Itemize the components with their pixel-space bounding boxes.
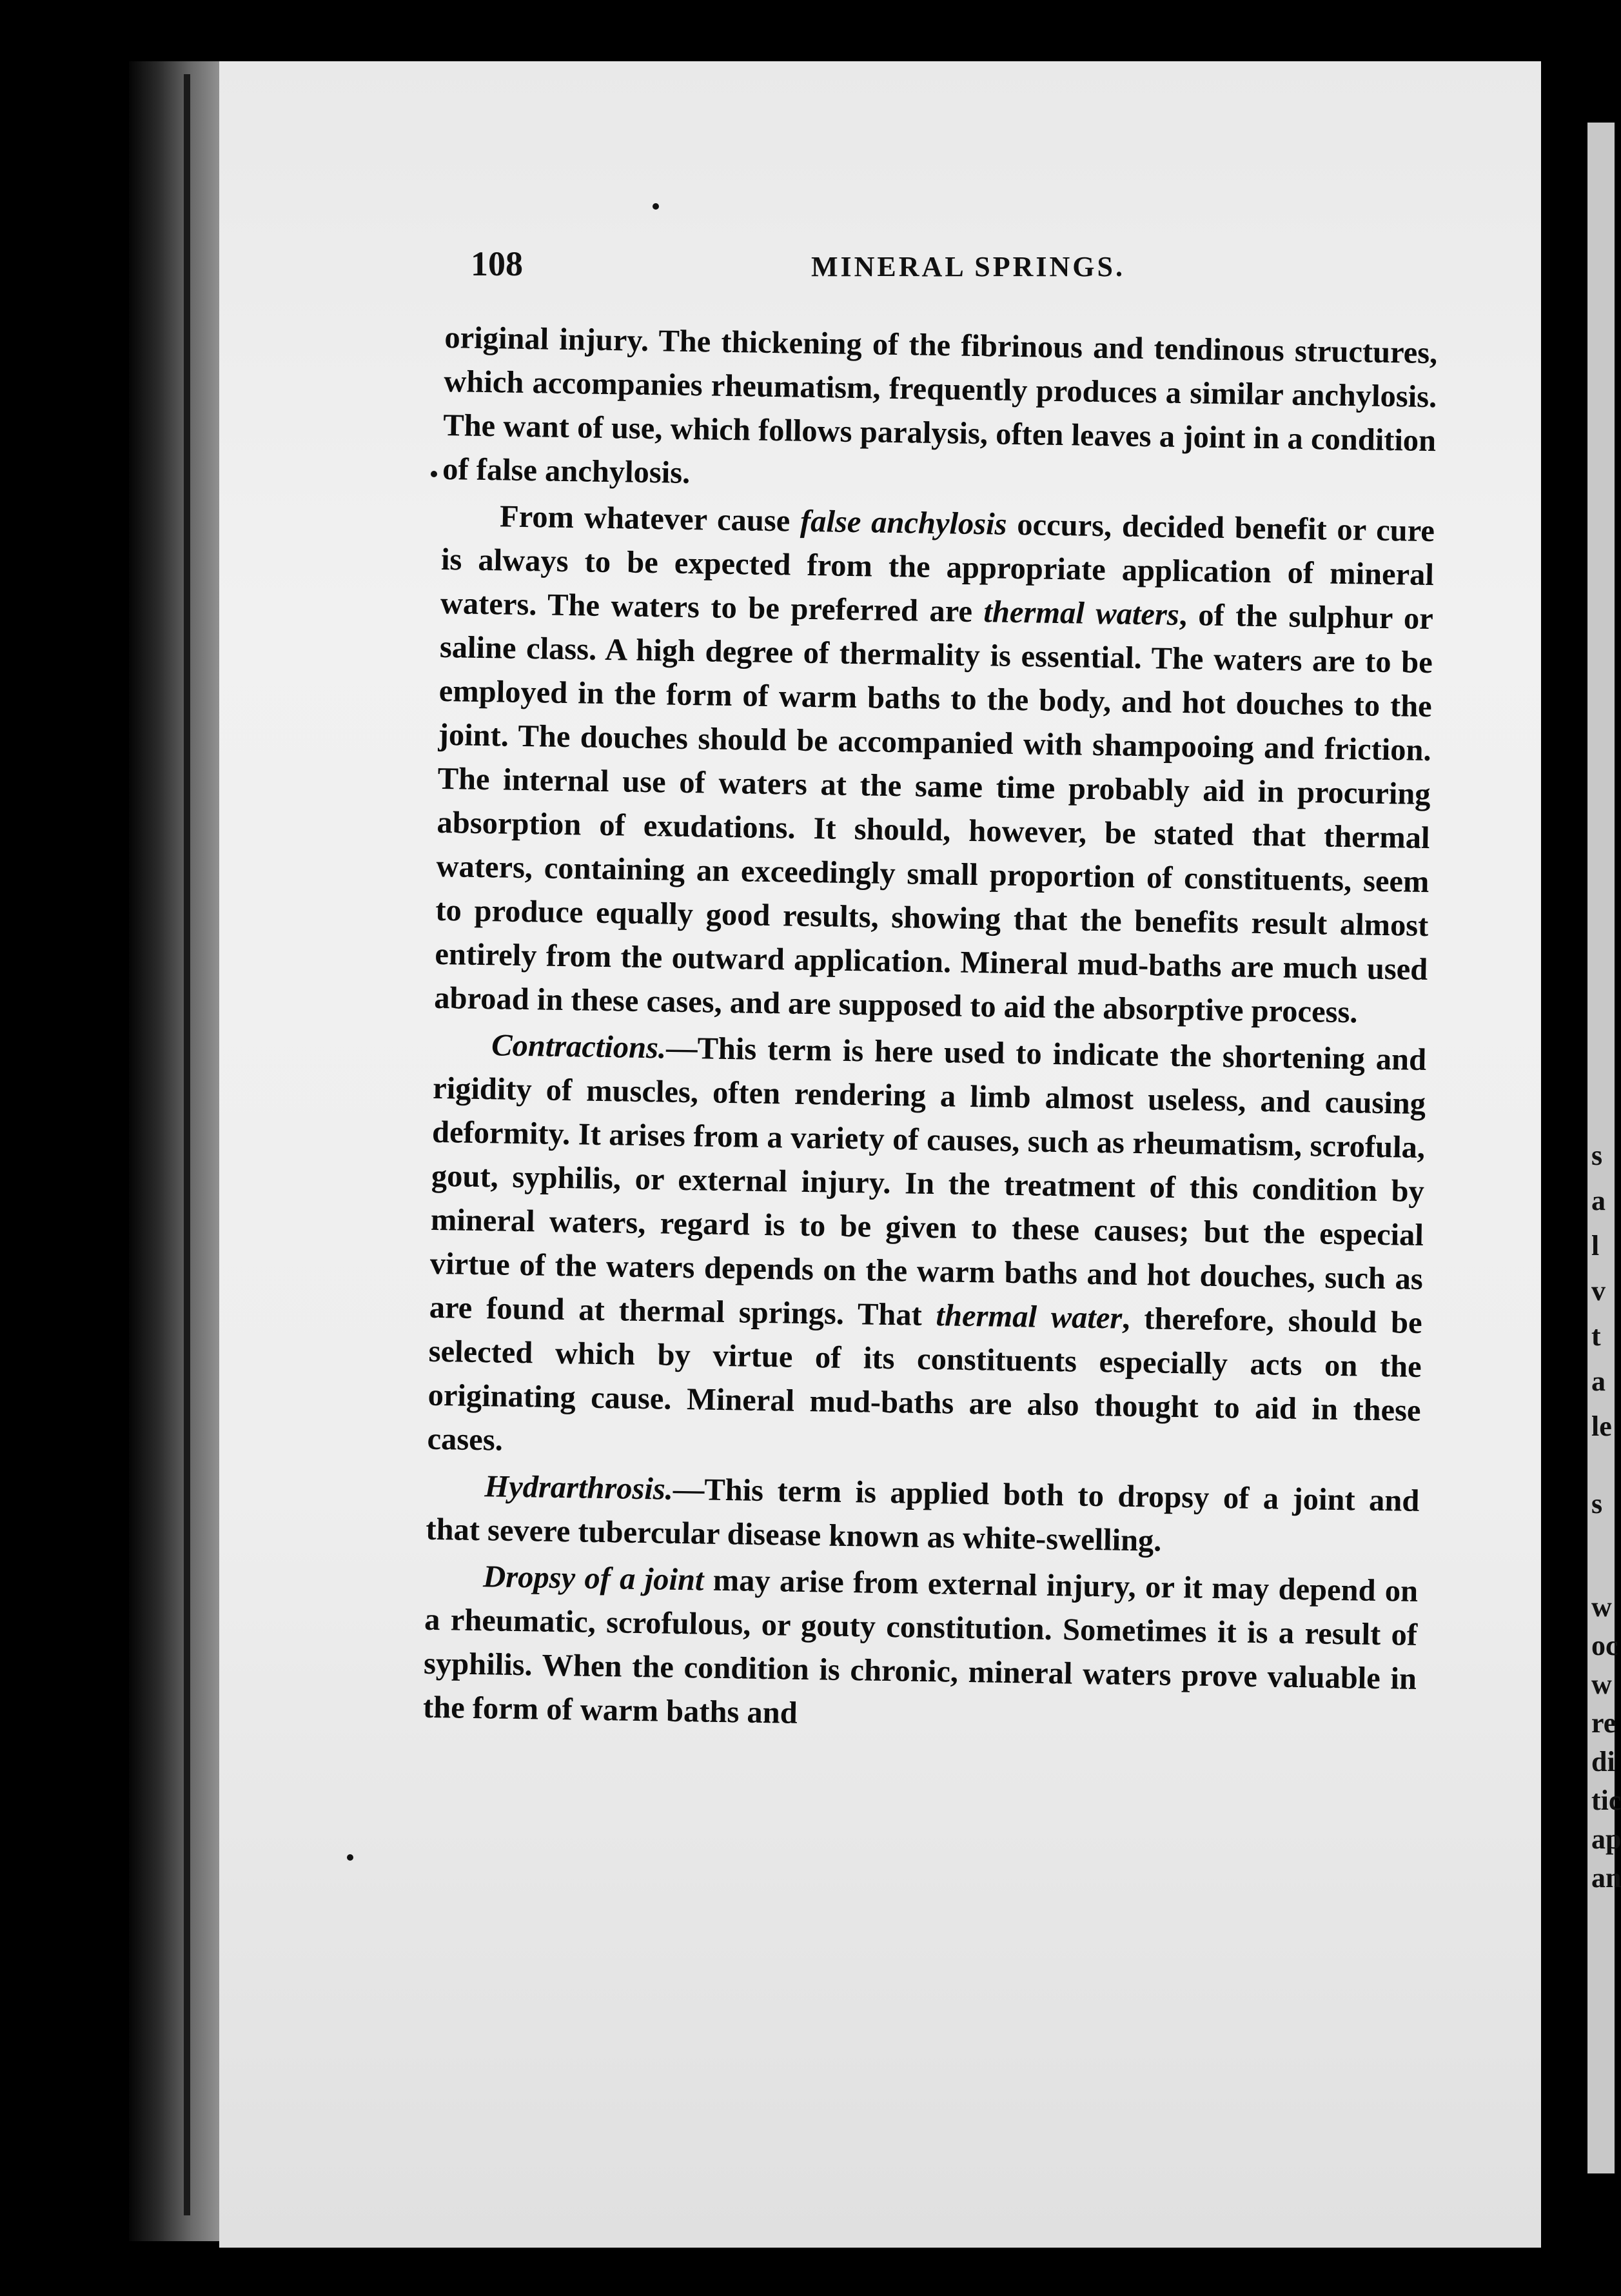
running-head [471,244,1541,295]
italic-term: thermal waters [983,595,1180,632]
margin-speck [653,203,659,210]
facing-fragment: t [1591,1320,1601,1352]
section-heading-contractions: Contractions. [491,1028,667,1065]
facing-fragment: w [1591,1591,1612,1623]
margin-speck [431,471,437,477]
facing-fragment: tic [1591,1785,1621,1816]
paragraph-text: From whatever cause [499,499,801,539]
facing-fragment: an [1591,1862,1621,1894]
paragraph-dropsy [423,1554,1419,1745]
facing-fragment: w [1591,1668,1612,1700]
paragraph-contractions [427,1023,1426,1477]
facing-fragment: le [1591,1410,1612,1442]
binding-rule [184,74,190,2215]
paragraph-text: may arise from external injury, or it may depend on a rheumatic, scrofulous, or gouty constitution. Sometimes it is a result of syphilis. When the condition is chronic, mineral waters prove valuable in the form of warm baths and [422,1563,1419,1730]
facing-fragment: di [1591,1746,1615,1777]
facing-fragment: s [1591,1488,1603,1519]
italic-term: thermal water [936,1298,1123,1336]
paragraph-text: original injury. The thickening of the fibrinous and tendinous structures, which accompanies rheumatism, frequently produces a similar anchylosis. The want of use, which follows paralysis, often leaves a joint in a condition of false anchylosis. [442,320,1438,490]
paragraph-text: , of the sulphur or saline class. A high degree of thermality is essential. The waters are to be employed in the form of warm baths to the body, and hot douches to the joint. The douches should be accompanied with shampooing and friction. The internal use of waters at the same time probably aid in procuring absorption of exudations. It should, however, be stated that thermal waters, containing an exceedingly small proportion of constituents, seem to produce equally good results, showing that the benefits result almost entirely from the outward application. Mineral mud-baths are much used abroad in these cases, and are supposed to aid the absorptive process. [433,597,1434,1030]
book-binding-edge [129,61,226,2241]
paragraph-text: , therefore, should be selected which by virtue of its constituents especially acts on the originating cause. Mineral mud-baths are also thought to aid in these cases. [427,1301,1423,1458]
facing-page-edge [1587,123,1621,2173]
margin-speck [347,1854,353,1861]
paragraph-hydrarthrosis [426,1464,1420,1567]
paragraph-text: occurs, decided benefit or cure is always to be expected from the appropriate application of mineral waters. The waters to be preferred are [440,507,1435,629]
facing-fragment: oc [1591,1630,1618,1661]
facing-fragment: l [1591,1230,1600,1262]
paragraph-continuation [442,316,1438,507]
italic-term: false anchylosis [800,504,1007,542]
facing-fragment: s [1591,1140,1603,1171]
facing-fragment: ap [1591,1823,1621,1855]
facing-fragment: v [1591,1275,1606,1307]
facing-fragment: re [1591,1707,1616,1739]
body-text [423,316,1438,1745]
paragraph-text: —This term is here used to indicate the shortening and rigidity of muscles, often rendering a limb almost useless, and causing deformity. It arises from a variety of causes, such as rheumatism, scrofula, gout, syphilis, or external injury. In the treatment of this condition by mineral waters, regard is to be given to these causes; but the especial virtue of the waters depends on the warm baths and hot douches, such as are found at thermal springs. That [429,1031,1427,1333]
facing-fragment: a [1591,1185,1606,1216]
header-title: MINERAL SPRINGS. [811,251,1125,282]
italic-term: Dropsy of a joint [482,1559,704,1598]
paragraph-false-anchylosis [434,494,1435,1036]
paragraph-text: —This term is applied both to dropsy of a joint and that severe tubercular disease known as white-swelling. [426,1472,1420,1558]
facing-fragment: a [1591,1365,1606,1397]
page-number: 108 [471,244,523,283]
section-heading-hydrarthrosis: Hydrarthrosis. [484,1469,674,1507]
